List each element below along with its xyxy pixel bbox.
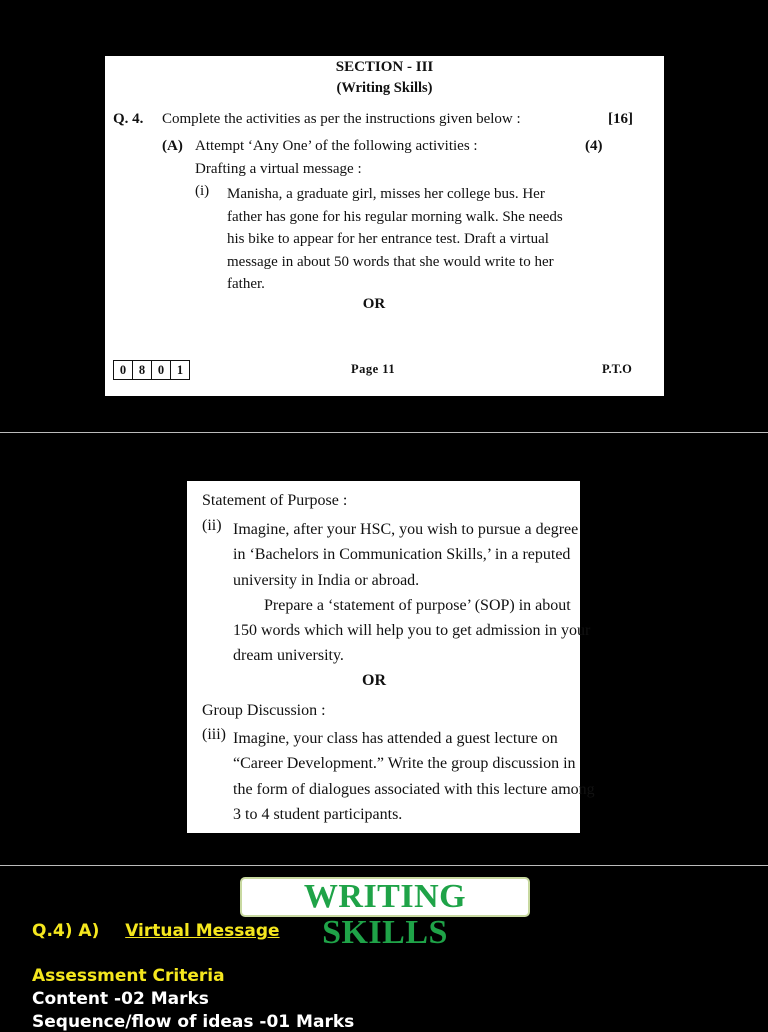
item-iii-text <box>233 726 595 827</box>
drafting-heading: Drafting a virtual message : <box>195 161 362 177</box>
sop-heading: Statement of Purpose : <box>202 492 348 509</box>
item-iii-line: “Career Development.” Write the group discussion in <box>233 755 576 773</box>
item-i-line: message in about 50 words that she would write to her <box>227 253 554 270</box>
item-ii-line: Imagine, after your HSC, you wish to pursue a degree <box>233 521 579 538</box>
assessment-criteria-heading: Assessment Criteria <box>32 966 225 986</box>
item-ii-line: 150 words which will help you to get admission in your <box>233 622 591 640</box>
exam-page-2 <box>187 481 595 833</box>
item-iii-label: (iii) <box>202 726 226 743</box>
page-number: Page 11 <box>351 362 396 376</box>
item-i-line: father has gone for his regular morning walk. She needs <box>227 208 563 225</box>
part-a-marks: (4) <box>585 138 603 154</box>
question-topic: Virtual Message <box>125 921 280 941</box>
writing-skills-title: WRITING SKILLS <box>240 877 530 917</box>
section-heading: SECTION - III <box>335 59 434 75</box>
criteria-item: Content -02 Marks <box>32 989 209 1009</box>
item-i-text <box>227 183 563 296</box>
question-label <box>32 921 280 941</box>
item-i-line: his bike to appear for her entrance test. Draft a virtual <box>227 231 549 247</box>
criteria-item: Sequence/flow of ideas -01 Marks <box>32 1012 355 1032</box>
separator-line <box>0 432 768 433</box>
code-digit: 8 <box>133 361 152 379</box>
item-iii-line: Imagine, your class has attended a guest lecture on <box>233 730 558 747</box>
item-ii-text <box>233 517 590 669</box>
or-divider: OR <box>362 296 386 312</box>
question-text: Complete the activities as per the instructions given below : <box>162 111 521 127</box>
item-ii-line: in ‘Bachelors in Communication Skills,’ in a reputed <box>233 546 571 564</box>
question-number-label: Q.4) A) <box>32 921 100 941</box>
part-a-text: Attempt ‘Any One’ of the following activities : <box>195 138 478 154</box>
question-number: Q. 4. <box>113 111 144 127</box>
code-digit: 0 <box>152 361 171 379</box>
part-a-label: (A) <box>162 138 183 154</box>
item-ii-line: university in India or abroad. <box>233 571 420 589</box>
pto-label: P.T.O <box>602 362 632 376</box>
item-i-line: father. <box>227 276 265 292</box>
item-i-line: Manisha, a graduate girl, misses her college bus. Her <box>227 186 545 202</box>
item-iii-line: the form of dialogues associated with this lecture among <box>233 780 595 798</box>
separator-line <box>0 865 768 866</box>
item-iii-line: 3 to 4 student participants. <box>233 805 403 823</box>
or-divider: OR <box>362 672 386 689</box>
group-discussion-heading: Group Discussion : <box>202 702 326 719</box>
exam-page-1 <box>105 56 664 396</box>
item-ii-label: (ii) <box>202 517 222 534</box>
question-marks: [16] <box>608 111 633 127</box>
item-ii-line: Prepare a ‘statement of purpose’ (SOP) in about <box>264 596 571 614</box>
section-subheading: (Writing Skills) <box>336 80 433 96</box>
code-digit: 1 <box>176 363 184 377</box>
paper-code-box <box>113 360 190 380</box>
item-ii-line: dream university. <box>233 647 344 665</box>
item-i-label: (i) <box>195 183 210 199</box>
code-digit: 0 <box>114 361 133 379</box>
